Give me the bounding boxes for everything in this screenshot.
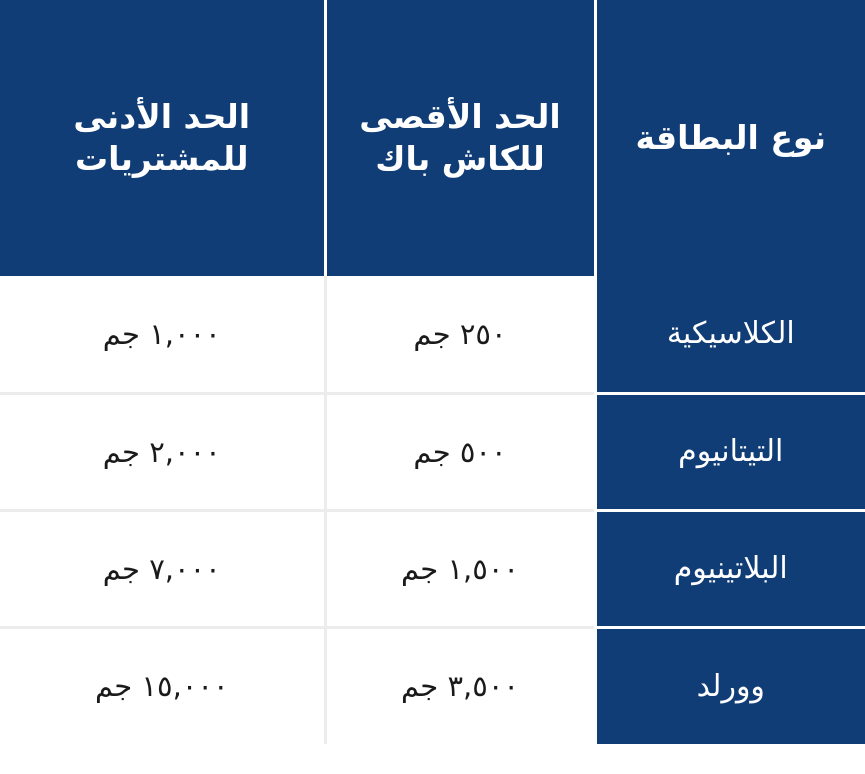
column-header-min-purchases: الحد الأدنى للمشتريات <box>0 0 325 276</box>
cell-min-purchases: ٢,٠٠٠ جم <box>0 393 325 510</box>
table-row <box>0 276 865 393</box>
table-row <box>0 627 865 744</box>
cell-max-cashback: ١,٥٠٠ جم <box>325 510 595 627</box>
table-body <box>0 276 865 744</box>
cell-card-type: التيتانيوم <box>595 393 865 510</box>
cell-card-type: وورلد <box>595 627 865 744</box>
cell-max-cashback: ٢٥٠ جم <box>325 276 595 393</box>
cell-min-purchases: ٧,٠٠٠ جم <box>0 510 325 627</box>
table-header <box>0 0 865 276</box>
column-header-card-type: نوع البطاقة <box>595 0 865 276</box>
cell-max-cashback: ٥٠٠ جم <box>325 393 595 510</box>
cell-card-type: الكلاسيكية <box>595 276 865 393</box>
cell-max-cashback: ٣,٥٠٠ جم <box>325 627 595 744</box>
column-header-max-cashback: الحد الأقصى للكاش باك <box>325 0 595 276</box>
cell-min-purchases: ١٥,٠٠٠ جم <box>0 627 325 744</box>
table-header-row <box>0 0 865 276</box>
cell-card-type: البلاتينيوم <box>595 510 865 627</box>
cell-min-purchases: ١,٠٠٠ جم <box>0 276 325 393</box>
table-row <box>0 393 865 510</box>
table-row <box>0 510 865 627</box>
